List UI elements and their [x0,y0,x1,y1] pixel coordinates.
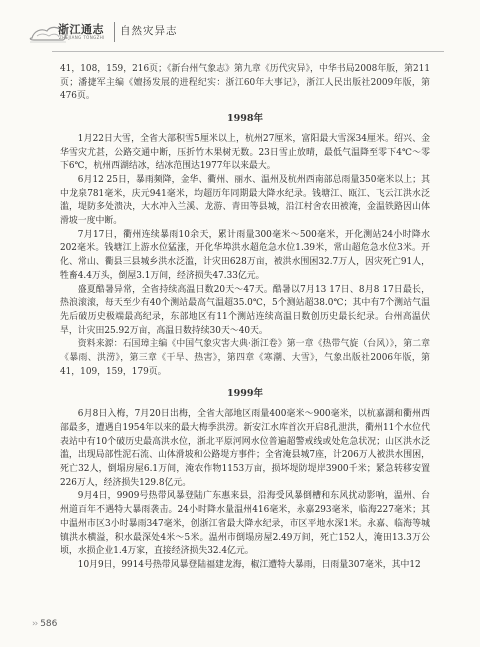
logo-subtitle: ZHEJIANG TONGZHI [59,35,105,40]
source-note: 资料来源：石国璋主编《中国气象灾害大典·浙江卷》第一章《热带气旋（台风）》，第二章《暴雨、洪涝》，第三章《干旱、热害》，第四章《寒潮、大雪》，气象出版社2006年版，第41，109，159，179页。 [60,339,430,377]
paragraph: 10月9日，9914号热带风暴登陆福建龙海，椒江遭特大暴雨，日雨量307毫米，其中12 [77,559,421,570]
paragraph: 盛夏酷暑异常，全省持续高温日数20天～47天。酷暑以7月13 17日、8月8 17日最长，热浪滚滚，每天至少有40个测站最高气温超35.0℃，5个测站超38.0℃；其中有7个测站气温先后破历史极端最高纪录，东部地区有11个测站连续高温日数创历史最长纪录。台州高温伏旱，计灾田25.92万亩，高温日数持续30天～40天。 [60,284,430,336]
paragraph: 1月22日大雪，全省大部积雪5厘米以上，杭州27厘米，富阳最大雪深34厘米。绍兴、金华雪灾尤甚，公路交通中断，压折竹木果树无数。23日雪止放晴，最低气温降至零下4℃～零下6℃，杭州西湖结冰，结冰范围达1977年以来最大。 [60,133,430,172]
page-header [0,0,480,52]
logo-title: 浙江通志 [58,23,104,36]
paragraph: 7月17日，衢州连续暴雨10余天，累计雨量300毫米～500毫米，开化测站24小时降水202毫米。钱塘江上游水位猛涨，开化华埠洪水超危急水位1.39米，常山超危急水位3米。开化、常山、衢县三县城乡洪水泛滥，计灾田628万亩，被洪水围困32.7万人，因灾死亡91人，牲畜4.4万头，倒屋3.1万间，经济损失47.33亿元。 [60,229,430,281]
header-divider [114,22,115,42]
paragraph: 9月4日，9909号热带风暴登陆广东惠来县，沿海受风暴倒槽和东风扰动影响，温州、台州道百年不遇特大暴雨袭击。24小时降水量温州416毫米，永嘉293毫米，临海227毫米；其中温州市区3小时暴雨347毫米，创浙江省最大降水纪录，市区平地水深1米。永嘉、临海等城镇洪水横溢，积水最深处4米～5米。温州市倒塌房屋2.49万间，死亡152人，淹田13.3万公顷，水损企业1.4万家，直接经济损失32.4亿元。 [60,491,430,557]
year-heading-1998: 1998年 [227,113,263,125]
paragraph: 6月12 25日，暴雨频降，金华、衢州、丽水、温州及杭州西南部总雨量350毫米以上；其中龙泉781毫米，庆元941毫米，均超历年同期最大降水纪录。钱塘江、瓯江、飞云江洪水泛滥，堤防多处溃决，大水冲入兰溪、龙游、青田等县城，沿江村舍农田被淹，金温铁路因山体滑坡一度中断。 [60,174,430,227]
page-number-value: 586 [40,619,58,629]
year-heading-1999: 1999年 [227,388,263,400]
section-title: 自然灾异志 [120,25,178,37]
page-body [60,63,430,573]
source-note: 41，108，159，216页；《新台州气象志》第九章《历代灾异》，中华书局2008年版，第211页；潘捷军主编《嬗扬发展的进程纪实：浙江60年大事记》，浙江人民出版社2009年版，第476页。 [60,64,430,102]
paragraph: 6月8日入梅，7月20日出梅，全省大部地区雨量400毫米～900毫米，以杭嘉湖和衢州西部最多，遭遇自1954年以来的最大梅季洪涝。新安江水库首次开启8孔泄洪，衢州11个水位代表站中有10个破历史最高洪水位，浙北平原河网水位普遍超警戒线或处危急状况；山区洪水泛滥，出现局部性泥石流、山体滑坡和公路堤方事件；全省淹县城7座，计206万人被洪水围困，死亡32人，倒塌房屋6.1万间，淹农作物1153万亩，损坏堤防堤岸3900千米；紧急转移安置226万人，经济损失129.8亿元。 [60,409,430,488]
header-rule [52,51,444,52]
page-marker-icon: ›› [32,619,38,629]
page-number [32,619,57,629]
